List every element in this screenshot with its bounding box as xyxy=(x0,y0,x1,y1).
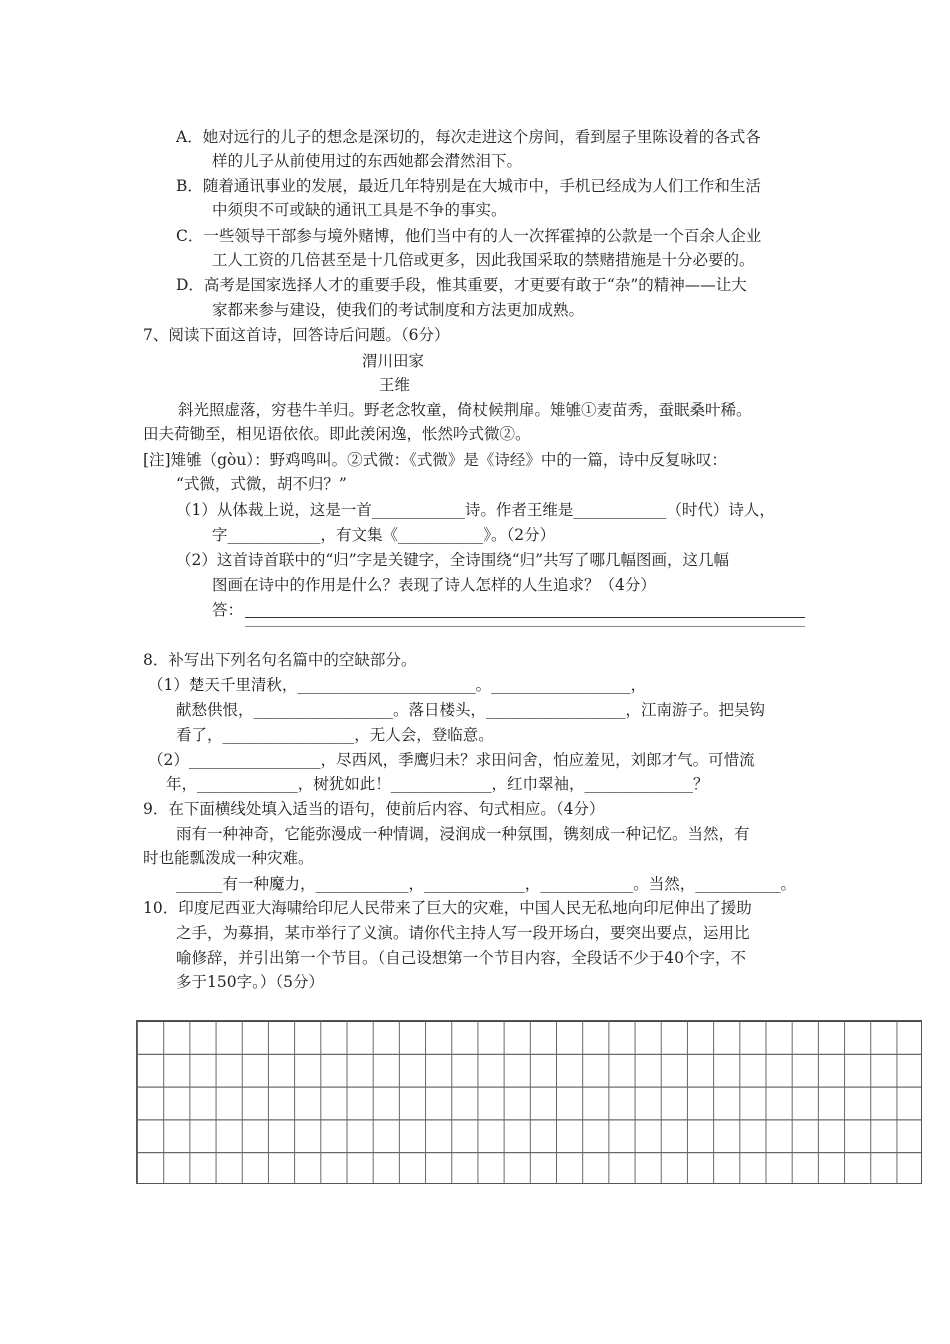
q7-heading: 7、阅读下面这首诗，回答诗后问题。（6分） xyxy=(143,326,450,344)
option-b: B．随着通讯事业的发展，最近几年特别是在大城市中，手机已经成为人们工作和生活 xyxy=(176,177,761,195)
option-d: D．高考是国家选择人才的重要手段，惟其重要，才更要有敢于“杂”的精神——让大 xyxy=(176,276,747,294)
q10-text: 多于150字。）（5分） xyxy=(176,973,324,991)
q10-text: 10．印度尼西亚大海啸给印尼人民带来了巨大的灾难，中国人民无私地向印尼伸出了援助 xyxy=(143,899,752,917)
option-c-cont: 工人工资的几倍甚至是十几倍或更多，因此我国采取的禁赌措施是十分必要的。 xyxy=(212,251,755,269)
q8-line: 年，_____________，树犹如此！_____________，红巾翠袖，______________？ xyxy=(166,775,709,793)
option-a: A．她对远行的儿子的想念是深切的，每次走进这个房间，看到屋子里陈设着的各式各 xyxy=(176,128,761,146)
option-c: C．一些领导干部参与境外赌博，他们当中有的人一次挥霍掉的公款是一个百余人企业 xyxy=(176,227,762,245)
answer-label: 答： xyxy=(212,601,244,619)
q7-sub1-cont: 字____________，有文集《___________》。（2分） xyxy=(212,526,556,544)
q10-text: 之手，为募捐，某市举行了义演。请你代主持人写一段开场白，要突出要点，运用比 xyxy=(176,924,750,942)
q7-sub2-cont: 图画在诗中的作用是什么？表现了诗人怎样的人生追求？（4分） xyxy=(212,576,656,594)
q8-heading: 8．补写出下列名句名篇中的空缺部分。 xyxy=(143,651,417,669)
q9-passage: 雨有一种神奇，它能弥漫成一种情调，浸润成一种氛围，镌刻成一种记忆。当然，有 xyxy=(176,825,750,843)
answer-line[interactable] xyxy=(245,626,805,627)
q8-line: （1）楚天千里清秋，_______________________。__________________， xyxy=(148,676,647,694)
q10-text: 喻修辞，并引出第一个节目。（自己设想第一个节目内容，全段话不少于40个字，不 xyxy=(176,949,746,967)
poem-title: 渭川田家 xyxy=(362,352,425,370)
poem-author: 王维 xyxy=(379,376,411,394)
poem-line: 斜光照虚落，穷巷牛羊归。野老念牧童，倚杖候荆扉。雉雊①麦苗秀，蚕眠桑叶稀。 xyxy=(178,401,752,419)
poem-line: 田夫荷锄至，相见语依依。即此羡闲逸，怅然吟式微②。 xyxy=(143,425,531,443)
q9-passage: 时也能瓢泼成一种灾难。 xyxy=(143,849,314,867)
q7-sub1: （1）从体裁上说，这是一首____________诗。作者王维是____________（时代）诗人， xyxy=(176,501,775,519)
q9-heading: 9．在下面横线处填入适当的语句，使前后内容、句式相应。（4分） xyxy=(143,800,605,818)
q8-line: 看了，_________________，无人会，登临意。 xyxy=(176,726,494,744)
q7-sub2: （2）这首诗首联中的“归”字是关键字，全诗围绕“归”共写了哪几幅图画，这几幅 xyxy=(176,551,730,569)
q8-line: （2）_________________，尽西风，季鹰归未？求田问舍，怕应羞见，刘郎才气。可惜流 xyxy=(148,751,755,769)
option-b-cont: 中须臾不可或缺的通讯工具是不争的事实。 xyxy=(212,201,507,219)
q8-line: 献愁供恨，__________________。落日楼头，__________________，江南游子。把吴钩 xyxy=(176,701,766,719)
answer-grid[interactable] xyxy=(136,1020,922,1184)
option-a-cont: 样的儿子从前使用过的东西她都会潸然泪下。 xyxy=(212,152,523,170)
answer-line[interactable] xyxy=(245,617,805,618)
poem-note: [注]雉雊（gòu）：野鸡鸣叫。②式微：《式微》是《诗经》中的一篇，诗中反复咏叹： xyxy=(143,451,727,469)
option-d-cont: 家都来参与建设，使我们的考试制度和方法更加成熟。 xyxy=(212,301,585,319)
poem-note-cont: “式微，式微，胡不归？” xyxy=(176,475,347,493)
q9-fill-line: ______有一种魔力，____________，_____________，____________。当然，___________。 xyxy=(176,875,797,893)
